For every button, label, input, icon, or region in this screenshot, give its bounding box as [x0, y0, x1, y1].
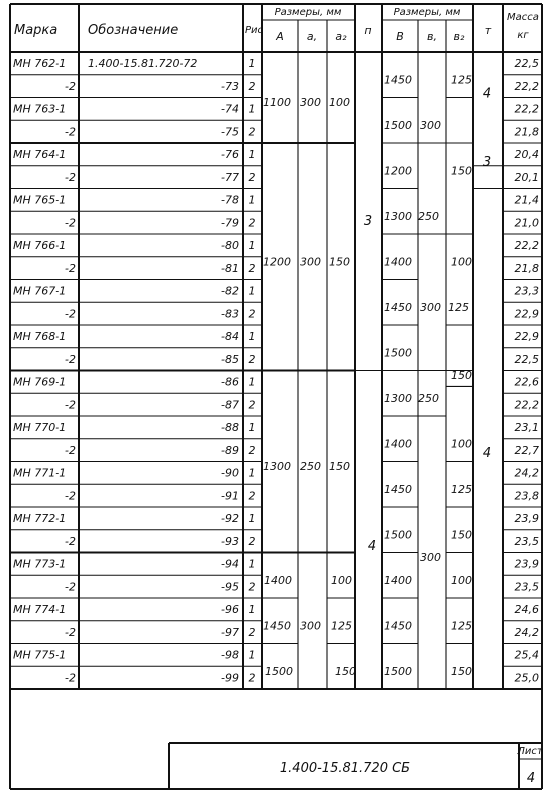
cell-marka: МН 762-1 [13, 57, 67, 70]
cell-ris: 2 [248, 625, 256, 639]
merged-cell: 1300 [384, 209, 412, 223]
cell-ris: 1 [248, 603, 256, 616]
merged-cell: 300 [420, 118, 441, 132]
cell-marka: МН 773-1 [13, 557, 67, 571]
cell-oboznachenie: -96 [221, 603, 239, 616]
cell-massa: 22,2 [514, 102, 539, 116]
cell-massa: 22,6 [514, 375, 539, 389]
merged-cell: 1300 [263, 460, 291, 474]
merged-cell: 1500 [384, 664, 412, 678]
merged-cell: 250 [418, 209, 439, 223]
merged-cell: 1500 [384, 118, 412, 132]
cell-ris: 1 [248, 239, 256, 252]
merged-cell: 1500 [384, 528, 412, 542]
cell-ris: 1 [248, 512, 256, 525]
merged-cell: 1100 [263, 96, 291, 110]
cell-oboznachenie: -80 [221, 239, 239, 252]
cell-marka: -2 [65, 352, 76, 366]
merged-cell: 1450 [384, 73, 412, 87]
cell-marka: МН 774-1 [13, 603, 67, 616]
header-oboznachenie: Обозначение [88, 23, 179, 38]
cell-oboznachenie: -85 [221, 352, 239, 366]
cell-ris: 2 [248, 216, 256, 230]
cell-oboznachenie: -99 [221, 671, 239, 685]
header-a2: а₂ [335, 30, 347, 43]
header-marka: Марка [14, 23, 58, 38]
header-B: В [396, 30, 404, 43]
cell-ris: 1 [248, 102, 256, 116]
cell-ris: 2 [248, 398, 256, 412]
merged-cell: 1450 [384, 300, 412, 314]
cell-marka: МН 766-1 [13, 239, 67, 252]
cell-oboznachenie: 1.400-15.81.720-72 [88, 57, 198, 70]
cell-massa: 21,8 [514, 125, 539, 139]
cell-massa: 21,0 [514, 216, 539, 230]
cell-marka: -2 [65, 261, 76, 275]
cell-oboznachenie: -73 [221, 79, 239, 93]
cell-oboznachenie: -89 [221, 443, 239, 457]
merged-n: 3 [363, 213, 373, 229]
cell-ris: 2 [248, 79, 256, 93]
cell-marka: МН 765-1 [13, 193, 67, 207]
cell-oboznachenie: -75 [221, 125, 239, 139]
cell-ris: 2 [248, 534, 256, 548]
title-designation: 1.400-15.81.720 СБ [279, 761, 411, 776]
merged-cell: 100 [329, 96, 350, 110]
merged-m: 4 [482, 86, 492, 102]
cell-massa: 23,5 [514, 580, 539, 594]
header-n: п [364, 24, 372, 37]
cell-marka: МН 763-1 [13, 102, 67, 116]
header-m: т [484, 24, 492, 37]
cell-ris: 2 [248, 261, 256, 275]
cell-marka: -2 [65, 398, 76, 412]
cell-massa: 20,4 [514, 148, 539, 161]
merged-cell: 1400 [384, 437, 412, 451]
cell-massa: 25,0 [514, 671, 539, 685]
merged-cell: 300 [420, 300, 441, 314]
merged-cell: 100 [451, 255, 472, 269]
cell-oboznachenie: -97 [221, 625, 239, 639]
cell-oboznachenie: -83 [221, 307, 239, 321]
cell-marka: -2 [65, 125, 76, 139]
cell-marka: -2 [65, 443, 76, 457]
cell-massa: 22,9 [514, 307, 539, 321]
merged-cell: 1300 [384, 391, 412, 405]
cell-oboznachenie: -74 [221, 102, 239, 116]
cell-marka: МН 764-1 [13, 148, 67, 161]
cell-ris: 1 [248, 193, 256, 207]
cell-ris: 1 [248, 421, 256, 434]
cell-ris: 2 [248, 352, 256, 366]
cell-oboznachenie: -98 [221, 648, 239, 662]
header-kg: кг [517, 30, 529, 41]
cell-ris: 2 [248, 125, 256, 139]
merged-cell: 150 [451, 664, 472, 678]
cell-massa: 22,9 [514, 330, 539, 343]
merged-m: 3 [482, 154, 492, 170]
cell-oboznachenie: -77 [221, 170, 239, 184]
cell-massa: 23,1 [514, 421, 539, 434]
merged-cell: 150 [451, 369, 472, 383]
merged-cell: 300 [300, 96, 321, 110]
cell-ris: 2 [248, 307, 256, 321]
cell-oboznachenie: -90 [221, 466, 239, 480]
cell-marka: -2 [65, 79, 76, 93]
header-razmery-1: Размеры, мм [274, 7, 342, 18]
cell-marka: МН 767-1 [13, 284, 67, 298]
cell-marka: -2 [65, 671, 76, 685]
cell-ris: 1 [248, 57, 256, 70]
cell-ris: 2 [248, 170, 256, 184]
merged-cell: 125 [451, 482, 472, 496]
merged-cell: 150 [335, 664, 356, 678]
cell-marka: -2 [65, 625, 76, 639]
merged-cell: 150 [451, 528, 472, 542]
merged-cell: 1500 [384, 346, 412, 360]
cell-oboznachenie: -81 [221, 261, 239, 275]
cell-massa: 21,8 [514, 261, 539, 275]
merged-cell: 150 [329, 460, 350, 474]
merged-cell: 150 [451, 164, 472, 178]
cell-massa: 24,2 [514, 625, 539, 639]
cell-massa: 25,4 [514, 648, 539, 662]
merged-cell: 125 [331, 619, 352, 633]
cell-massa: 23,5 [514, 534, 539, 548]
cell-ris: 2 [248, 443, 256, 457]
cell-oboznachenie: -91 [221, 489, 239, 503]
title-list-label: Лист [517, 746, 543, 757]
merged-cell: 1400 [264, 573, 292, 587]
cell-oboznachenie: -84 [221, 330, 239, 343]
merged-cell: 150 [329, 255, 350, 269]
merged-cell: 1400 [384, 573, 412, 587]
cell-ris: 1 [248, 466, 256, 480]
cell-marka: МН 769-1 [13, 375, 67, 389]
merged-cell: 1450 [384, 619, 412, 633]
cell-marka: -2 [65, 489, 76, 503]
title-list-number: 4 [526, 771, 536, 786]
merged-cell: 1450 [263, 619, 291, 633]
header-A: А [276, 30, 284, 43]
cell-massa: 22,7 [514, 443, 539, 457]
header-b2: в₂ [453, 30, 465, 43]
cell-oboznachenie: -94 [221, 557, 239, 571]
cell-massa: 23,9 [514, 512, 539, 525]
merged-cell: 100 [451, 573, 472, 587]
cell-massa: 22,2 [514, 79, 539, 93]
cell-massa: 22,2 [514, 398, 539, 412]
merged-cell: 300 [420, 551, 441, 565]
cell-marka: -2 [65, 170, 76, 184]
merged-n: 4 [367, 539, 377, 555]
cell-ris: 2 [248, 489, 256, 503]
cell-massa: 22,5 [514, 352, 539, 366]
merged-cell: 1500 [265, 664, 293, 678]
cell-ris: 1 [248, 375, 256, 389]
cell-oboznachenie: -78 [221, 193, 239, 207]
cell-oboznachenie: -95 [221, 580, 239, 594]
cell-marka: -2 [65, 580, 76, 594]
cell-massa: 23,3 [514, 284, 539, 298]
cell-ris: 1 [248, 148, 256, 161]
merged-cell: 125 [451, 619, 472, 633]
cell-marka: МН 768-1 [13, 330, 67, 343]
cell-massa: 20,1 [514, 170, 539, 184]
header-ris: Рис [245, 25, 264, 36]
merged-cell: 125 [448, 300, 469, 314]
cell-ris: 1 [248, 284, 256, 298]
cell-marka: -2 [65, 534, 76, 548]
cell-marka: МН 775-1 [13, 648, 67, 662]
merged-cell: 125 [451, 73, 472, 87]
merged-cell: 100 [331, 573, 352, 587]
merged-cell: 250 [418, 391, 439, 405]
cell-marka: -2 [65, 216, 76, 230]
merged-cell: 1450 [384, 482, 412, 496]
header-razmery-2: Размеры, мм [393, 7, 461, 18]
table-texts [13, 7, 544, 786]
cell-massa: 22,2 [514, 239, 539, 252]
cell-ris: 2 [248, 671, 256, 685]
cell-oboznachenie: -76 [221, 148, 239, 161]
cell-massa: 23,9 [514, 557, 539, 571]
merged-cell: 250 [300, 460, 321, 474]
header-a1: а, [306, 30, 318, 43]
merged-cell: 300 [300, 619, 321, 633]
cell-massa: 23,8 [514, 489, 539, 503]
merged-cell: 100 [451, 437, 472, 451]
cell-oboznachenie: -93 [221, 534, 239, 548]
cell-ris: 2 [248, 580, 256, 594]
cell-massa: 21,4 [514, 193, 539, 207]
merged-cell: 1200 [384, 164, 412, 178]
cell-oboznachenie: -88 [221, 421, 239, 434]
cell-ris: 1 [248, 648, 256, 662]
cell-marka: МН 771-1 [13, 466, 67, 480]
cell-ris: 1 [248, 557, 256, 571]
header-massa: Масса [507, 12, 539, 23]
cell-oboznachenie: -82 [221, 284, 239, 298]
cell-massa: 22,5 [514, 57, 539, 70]
merged-cell: 1200 [263, 255, 291, 269]
cell-marka: МН 770-1 [13, 421, 67, 434]
merged-m: 4 [482, 445, 492, 461]
merged-cell: 1400 [384, 255, 412, 269]
cell-oboznachenie: -86 [221, 375, 239, 389]
cell-marka: МН 772-1 [13, 512, 67, 525]
cell-marka: -2 [65, 307, 76, 321]
merged-cell: 300 [300, 255, 321, 269]
cell-massa: 24,2 [514, 466, 539, 480]
cell-ris: 1 [248, 330, 256, 343]
cell-oboznachenie: -87 [221, 398, 239, 412]
cell-massa: 24,6 [514, 603, 539, 616]
cell-oboznachenie: -92 [221, 512, 239, 525]
cell-oboznachenie: -79 [221, 216, 239, 230]
header-b1: в, [427, 30, 437, 43]
